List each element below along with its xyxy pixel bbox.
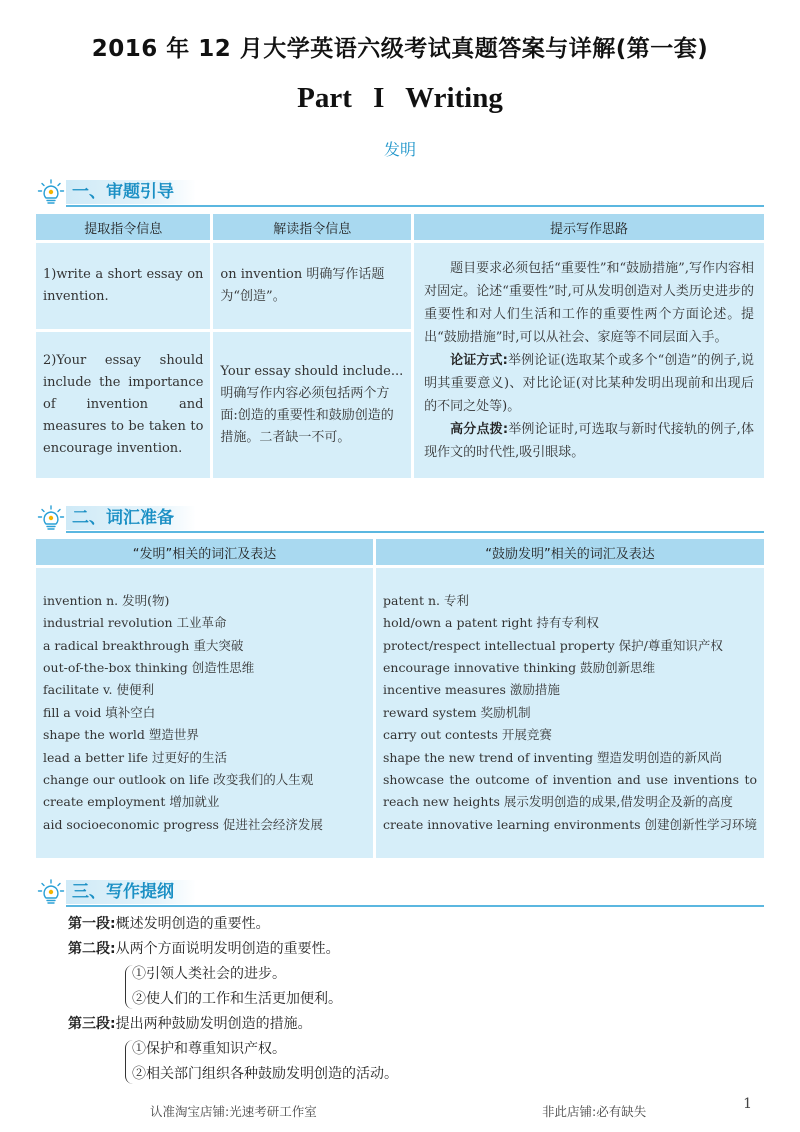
section-header-guide bbox=[36, 178, 764, 208]
hint-label: 高分点拨: bbox=[450, 422, 509, 437]
section-rule bbox=[66, 531, 764, 533]
hint-paragraph bbox=[424, 418, 754, 464]
paragraph-text: 概述发明创造的重要性。 bbox=[115, 916, 270, 932]
page-number: 1 bbox=[743, 1096, 752, 1112]
section-title: 二、词汇准备 bbox=[66, 506, 196, 530]
vocab-cell-encourage bbox=[376, 568, 764, 858]
list-item: shape the world 塑造世界 bbox=[43, 727, 199, 743]
lightbulb-icon bbox=[36, 178, 66, 208]
list-item: hold/own a patent right 持有专利权 bbox=[383, 615, 599, 631]
paragraph-text: 提出两种鼓励发明创造的措施。 bbox=[115, 1016, 312, 1032]
subpoint: ②相关部门组织各种鼓励发明创造的活动。 bbox=[132, 1066, 398, 1082]
hint-paragraph bbox=[424, 349, 754, 418]
subpoint: ①引领人类社会的进步。 bbox=[132, 966, 286, 982]
topic-title: 发明 bbox=[383, 140, 416, 159]
extract-cell: 1)write a short essay on invention. bbox=[36, 243, 210, 329]
list-item: create innovative learning environments 创建创新性学习环境 bbox=[383, 816, 757, 832]
list-item: encourage innovative thinking 鼓励创新思维 bbox=[383, 659, 656, 675]
vocab-table bbox=[33, 536, 767, 861]
section-title: 三、写作提纲 bbox=[66, 880, 196, 904]
interpret-cell: Your essay should include... 明确写作内容必须包括两个方面:创造的重要性和鼓励创造的措施。二者缺一不可。 bbox=[213, 332, 411, 478]
hint-text: 举例论证时,可选取与新时代接轨的例子,体现作文的时代性,吸引眼球。 bbox=[424, 422, 754, 460]
section-header-outline bbox=[36, 878, 764, 908]
writing-outline bbox=[68, 912, 398, 1087]
paragraph-label: 第三段: bbox=[68, 1016, 116, 1032]
vocab-cell-invention bbox=[36, 568, 373, 858]
footer-shop-note: 认准淘宝店铺:光速考研工作室 bbox=[150, 1104, 317, 1119]
outline-paragraph-2 bbox=[68, 937, 398, 962]
paragraph-label: 第一段: bbox=[68, 916, 116, 932]
table-header-row bbox=[36, 539, 764, 565]
list-item: carry out contests 开展竞赛 bbox=[383, 727, 552, 743]
list-item: aid socioeconomic progress 促进社会经济发展 bbox=[43, 816, 323, 832]
list-item: showcase the outcome of invention and use inventions to reach new heights 展示发明创造的成果,借发明企及新的高度 bbox=[383, 772, 757, 810]
paragraph-text: 从两个方面说明发明创造的重要性。 bbox=[115, 941, 340, 957]
section-header-vocab bbox=[36, 504, 764, 534]
list-item: reward system 奖励机制 bbox=[383, 704, 531, 720]
column-header: “发明”相关的词汇及表达 bbox=[36, 539, 373, 565]
list-item: patent n. 专利 bbox=[383, 592, 469, 608]
vocab-list bbox=[43, 590, 366, 836]
interpret-cell: on invention 明确写作话题为“创造”。 bbox=[213, 243, 411, 329]
table-header-row bbox=[36, 214, 764, 240]
lightbulb-icon bbox=[36, 504, 66, 534]
column-header: 提示写作思路 bbox=[414, 214, 764, 240]
lightbulb-icon bbox=[36, 878, 66, 908]
outline-subpoints bbox=[68, 1037, 398, 1087]
outline-subpoints bbox=[68, 962, 398, 1012]
list-item: industrial revolution 工业革命 bbox=[43, 615, 227, 631]
paragraph-label: 第二段: bbox=[68, 941, 116, 957]
list-item: shape the new trend of inventing 塑造发明创造的新风尚 bbox=[383, 749, 723, 765]
list-item: facilitate v. 使便利 bbox=[43, 682, 154, 698]
footer-warning: 非此店铺:必有缺失 bbox=[542, 1104, 647, 1119]
list-item: create employment 增加就业 bbox=[43, 794, 220, 810]
section-rule bbox=[66, 205, 764, 207]
outline-paragraph-3 bbox=[68, 1012, 398, 1037]
subpoint: ①保护和尊重知识产权。 bbox=[132, 1041, 286, 1057]
outline-paragraph-1 bbox=[68, 912, 398, 937]
part-title: Part I Writing bbox=[297, 82, 503, 114]
list-item: a radical breakthrough 重大突破 bbox=[43, 637, 244, 653]
list-item: protect/respect intellectual property 保护/尊重知识产权 bbox=[383, 637, 723, 653]
subpoint: ②使人们的工作和生活更加便利。 bbox=[132, 991, 342, 1007]
list-item: fill a void 填补空白 bbox=[43, 704, 156, 720]
column-header: 提取指令信息 bbox=[36, 214, 210, 240]
table-row bbox=[36, 568, 764, 858]
table-row bbox=[36, 243, 764, 329]
hint-paragraph: 题目要求必须包括“重要性”和“鼓励措施”,写作内容相对固定。论述“重要性”时,可从发明创造对人类历史进步的重要性和对人们生活和工作的重要性两个方面论述。提出“鼓励措施”时,可以从社会、家庭等不同层面入手。 bbox=[424, 261, 754, 345]
list-item: incentive measures 激励措施 bbox=[383, 682, 560, 698]
list-item: lead a better life 过更好的生活 bbox=[43, 749, 228, 765]
column-header: “鼓励发明”相关的词汇及表达 bbox=[376, 539, 764, 565]
list-item: change our outlook on life 改变我们的人生观 bbox=[43, 772, 314, 788]
list-item: invention n. 发明(物) bbox=[43, 592, 170, 608]
hint-label: 论证方式: bbox=[450, 353, 508, 368]
hints-cell bbox=[414, 243, 764, 478]
vocab-list bbox=[383, 590, 757, 836]
document-title: 2016 年 12 月大学英语六级考试真题答案与详解(第一套) bbox=[91, 36, 709, 62]
column-header: 解读指令信息 bbox=[213, 214, 411, 240]
section-rule bbox=[66, 905, 764, 907]
section-title: 一、审题引导 bbox=[66, 180, 196, 204]
guide-table bbox=[33, 211, 767, 481]
extract-cell: 2)Your essay should include the importance of invention and measures to be taken to encourage invention. bbox=[36, 332, 210, 478]
hint-text: 举例论证(选取某个或多个“创造”的例子,说明其重要意义)、对比论证(对比某种发明出现前和出现后的不同之处等)。 bbox=[424, 353, 755, 414]
list-item: out-of-the-box thinking 创造性思维 bbox=[43, 659, 255, 675]
